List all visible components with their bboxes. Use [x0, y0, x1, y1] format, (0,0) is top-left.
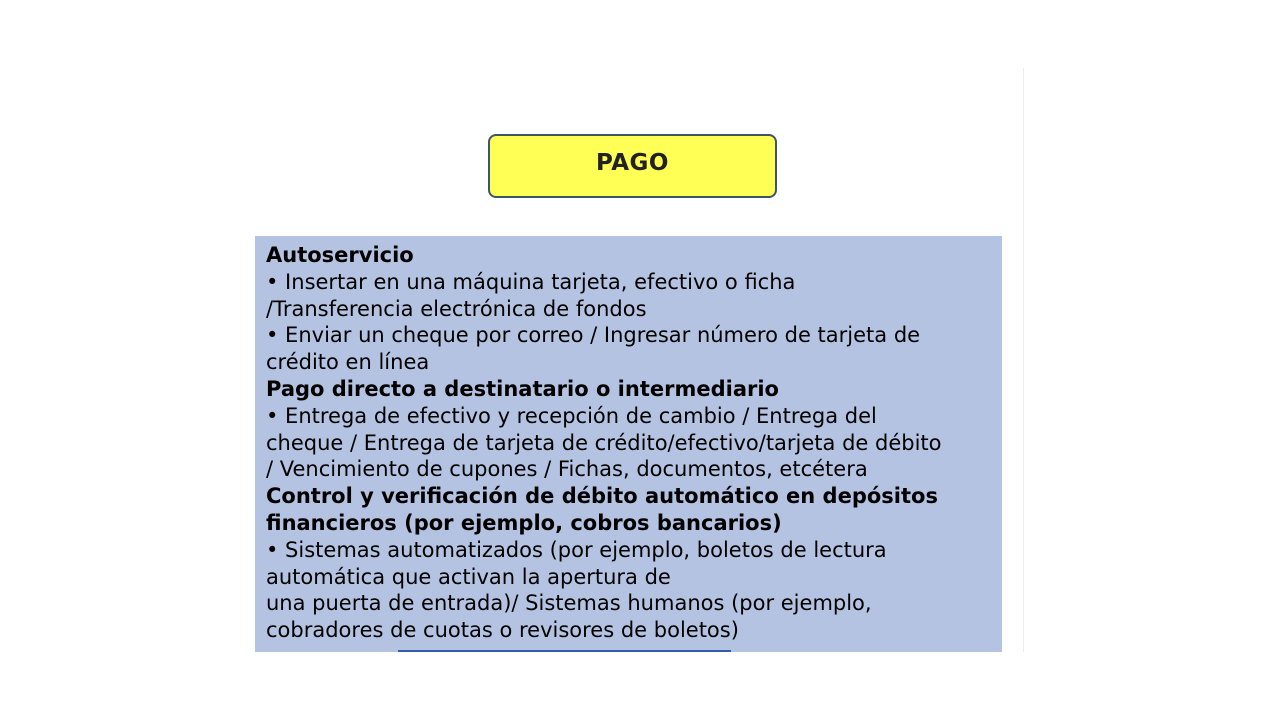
section-line: cobradores de cuotas o revisores de boletos)	[266, 618, 739, 643]
section-line: / Vencimiento de cupones / Fichas, documentos, etcétera	[266, 457, 868, 482]
section-line: automática que activan la apertura de	[266, 564, 671, 589]
section-line: crédito en línea	[266, 350, 430, 375]
section-heading-control: Control y verificación de débito automático en depósitos	[266, 484, 938, 509]
section-line: • Entrega de efectivo y recepción de cambio / Entrega del	[266, 403, 877, 428]
section-line: • Insertar en una máquina tarjeta, efectivo o ficha	[266, 269, 796, 294]
section-line: una puerta de entrada)/ Sistemas humanos (por ejemplo,	[266, 591, 872, 616]
section-line: /Transferencia electrónica de fondos	[266, 296, 647, 321]
title-text: PAGO	[596, 150, 669, 176]
title-box	[488, 134, 777, 198]
section-heading-autoservicio: Autoservicio	[266, 243, 414, 267]
section-line: • Sistemas automatizados (por ejemplo, boletos de lectura	[266, 537, 887, 562]
section-heading-pago-directo: Pago directo a destinatario o intermediario	[266, 376, 779, 401]
next-box-edge	[398, 650, 731, 652]
section-heading-control: financieros (por ejemplo, cobros bancarios)	[266, 510, 782, 535]
slide-edge-divider	[1023, 68, 1024, 652]
section-line: cheque / Entrega de tarjeta de crédito/efectivo/tarjeta de débito	[266, 430, 942, 455]
content-box	[255, 236, 1002, 652]
section-line: • Enviar un cheque por correo / Ingresar número de tarjeta de	[266, 323, 921, 348]
